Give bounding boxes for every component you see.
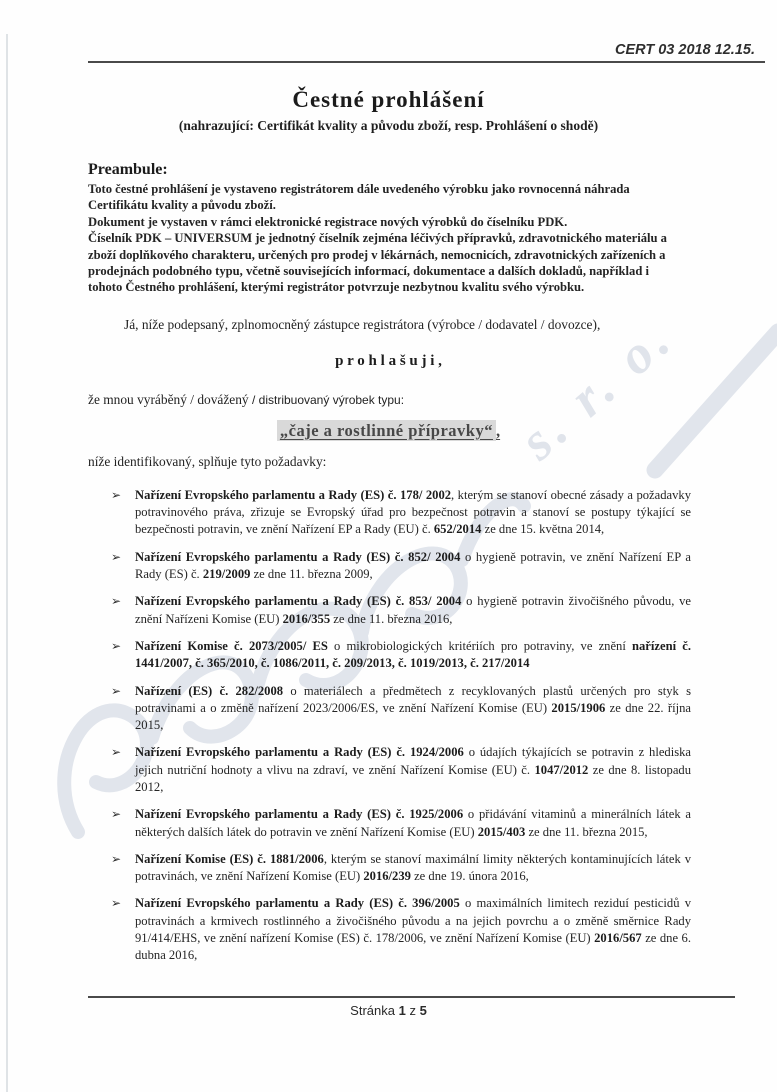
requirement-text-segment: ze dne 11. března 2016, bbox=[330, 611, 453, 626]
requirement-item bbox=[111, 895, 691, 964]
requirement-text-segment: o hygieně potravin živočišného původu, ve znění Nařízeni Komise (EU) bbox=[135, 594, 691, 626]
product-line-serif: že mnou vyráběný / dovážený bbox=[88, 391, 252, 407]
arrow-bullet-icon: ➢ bbox=[111, 896, 122, 911]
footer-of-word: z bbox=[409, 1003, 416, 1018]
requirement-text-segment: Nařízení Komise č. 2073/2005/ ES bbox=[135, 638, 328, 653]
requirement-item bbox=[111, 806, 691, 841]
requirement-text-segment: Nařízení (ES) č. 282/2008 bbox=[135, 683, 284, 698]
requirement-text-segment: o materiálech a předmětech z recyklovaných plastů určených pro styk s potravinami a o změně nařízení 2023/2006/ES, ve znění Nařízení Komise (EU) bbox=[135, 683, 692, 715]
preamble-text bbox=[88, 181, 685, 296]
product-type-highlight: „čaje a rostlinné přípravky“ bbox=[277, 420, 496, 441]
requirement-text-segment: 1047/2012 bbox=[534, 762, 589, 777]
requirement-text-segment: ze dne 11. března 2015, bbox=[525, 824, 648, 839]
arrow-bullet-icon: ➢ bbox=[111, 851, 122, 866]
requirement-text-segment: o přidávání vitaminů a minerálních látek a některých dalších látek do potravin ve znění Nařízení Komise (EU) bbox=[135, 807, 691, 839]
page-title: Čestné prohlášení bbox=[292, 87, 485, 112]
requirement-text-segment: Nařízení Evropského parlamentu a Rady (ES) č. 852/ 2004 bbox=[135, 549, 461, 564]
requirement-item bbox=[111, 549, 691, 584]
arrow-bullet-icon: ➢ bbox=[111, 549, 122, 564]
arrow-bullet-icon: ➢ bbox=[111, 487, 122, 502]
requirement-item bbox=[111, 487, 691, 539]
requirement-text-segment: Nařízení Evropského parlamentu a Rady (ES) č. 178/ 2002 bbox=[135, 487, 452, 502]
footer-current-page: 1 bbox=[398, 1003, 406, 1018]
requirement-text-segment: nařízení č. 1441/2007, č. 365/2010, č. 1086/2011, č. 209/2013, č. 1019/2013, č. 217/2014 bbox=[135, 638, 691, 671]
arrow-bullet-icon: ➢ bbox=[111, 807, 122, 822]
requirement-text-segment: 219/2009 bbox=[202, 567, 251, 582]
requirement-text-segment: Nařízení Komise (ES) č. 1881/2006 bbox=[135, 851, 324, 866]
arrow-bullet-icon: ➢ bbox=[111, 745, 122, 760]
declaration-intro: Já, níže podepsaný, zplnomocněný zástupce registrátora (výrobce / dodavatel / dovozce), bbox=[124, 316, 601, 332]
declaration-verb: p r o h l a š u j i , bbox=[335, 352, 442, 369]
requirement-text-segment: ze dne 15. května 2014, bbox=[481, 522, 605, 537]
requirement-text-segment: 652/2014 bbox=[433, 522, 482, 537]
requirement-text-segment: 2015/1906 bbox=[551, 700, 606, 715]
requirements-list bbox=[0, 487, 777, 965]
footer-prefix: Stránka bbox=[350, 1003, 395, 1018]
arrow-bullet-icon: ➢ bbox=[111, 594, 122, 609]
requirement-text-segment: o mikrobiologických kritériích pro potraviny, ve znění bbox=[327, 638, 632, 653]
requirement-text-segment: ze dne 8. listopadu 2012, bbox=[135, 762, 692, 794]
requirement-text-segment: 2015/403 bbox=[477, 824, 526, 839]
requirement-text-segment: Nařízení Evropského parlamentu a Rady (ES) č. 396/2005 bbox=[135, 896, 460, 911]
requirement-item bbox=[111, 593, 691, 628]
preamble-paragraph: Číselník PDK – UNIVERSUM je jednotný číselník zejména léčivých přípravků, zdravotnického materiálu a zboží doplňkového charakteru, určených pro prodej v lékárnách, nemocnicích, zdravotnických zařízeních a prodejnách podobného typu, včetně souvisejících informací, dokumentace a dalších dokladů, například i tohoto Čestného prohlášení, kterými registrátor potvrzuje nezbytnou kvalitu svého výrobku. bbox=[88, 231, 667, 295]
product-line bbox=[88, 392, 685, 408]
preamble-heading: Preambule: bbox=[88, 161, 168, 178]
document-code: CERT 03 2018 12.15. bbox=[615, 42, 755, 58]
page-subtitle: (nahrazující: Certifikát kvality a původu zboží, resp. Prohlášení o shodě) bbox=[178, 118, 599, 133]
requirement-text-segment: ze dne 6. dubna 2016, bbox=[135, 931, 691, 963]
requirement-item bbox=[111, 683, 692, 735]
requirement-text-segment: ze dne 22. října 2015, bbox=[135, 700, 691, 733]
declaration-closing: níže identifikovaný, splňuje tyto požadavky: bbox=[88, 453, 327, 469]
requirement-item bbox=[111, 851, 691, 886]
requirement-text-segment: 2016/355 bbox=[282, 611, 331, 626]
requirement-text-segment: ze dne 19. února 2016, bbox=[410, 869, 529, 884]
requirement-text-segment: Nařízení Evropského parlamentu a Rady (ES) č. 853/ 2004 bbox=[135, 594, 462, 609]
preamble-paragraph: Toto čestné prohlášení je vystaveno registrátorem dále uvedeného výrobku jako rovnocenná náhrada Certifikátu kvality a původu zboží. bbox=[88, 182, 630, 213]
requirement-text-segment: o maximálních limitech reziduí pesticidů v potravinách a krmivech rostlinného a živočišného původu a na jejich povrchu a o změně směrnice Rady 91/414/EHS, ve znění nařízení Komise (ES) č. 178/2006, ve znění Nařízení Komise (EU) bbox=[135, 896, 691, 946]
arrow-bullet-icon: ➢ bbox=[111, 638, 122, 653]
product-type-line bbox=[0, 421, 777, 441]
page-footer bbox=[0, 996, 777, 1018]
requirement-item bbox=[111, 744, 692, 796]
requirement-text-segment: 2016/239 bbox=[363, 869, 411, 884]
requirement-item bbox=[111, 638, 691, 673]
requirement-text-segment: o hygieně potravin, ve znění Nařízení EP a Rady (ES) č. bbox=[135, 549, 691, 582]
arrow-bullet-icon: ➢ bbox=[111, 683, 122, 698]
watermark-text: s. r. o. bbox=[508, 306, 685, 472]
footer-total-pages: 5 bbox=[419, 1003, 427, 1018]
requirement-text-segment: Nařízení Evropského parlamentu a Rady (ES) č. 1924/2006 bbox=[135, 745, 464, 760]
product-type-comma: , bbox=[495, 420, 501, 440]
requirement-text-segment: , kterým se stanoví obecné zásady a požadavky potravinového práva, zřizuje se Evropský úřad pro bezpečnost potravin a stanoví se postupy týkající se bezpečnosti potravin, ve znění Nařízení EP a Rady (EU) č. bbox=[135, 487, 691, 537]
product-line-sans: / distribuovaný výrobek typu: bbox=[251, 392, 405, 407]
requirement-text-segment: , kterým se stanoví maximální limity některých kontaminujících látek v potravinách, ve znění Nařízení Komise (EU) bbox=[135, 851, 691, 884]
header-rule bbox=[88, 61, 765, 63]
requirement-text-segment: 2016/567 bbox=[594, 931, 642, 946]
page-number-label bbox=[0, 1003, 777, 1018]
preamble-paragraph: Dokument je vystaven v rámci elektronické registrace nových výrobků do číselníku PDK. bbox=[88, 214, 568, 229]
requirement-text-segment: o údajích týkajících se potravin z hlediska jejich nutriční hodnoty a vlivu na zdraví, ve znění Nařízení Komise (EU) č. bbox=[135, 745, 691, 777]
requirement-text-segment: Nařízení Evropského parlamentu a Rady (ES) č. 1925/2006 bbox=[135, 807, 464, 822]
requirement-text-segment: ze dne 11. března 2009, bbox=[250, 567, 373, 582]
footer-rule bbox=[88, 996, 735, 998]
